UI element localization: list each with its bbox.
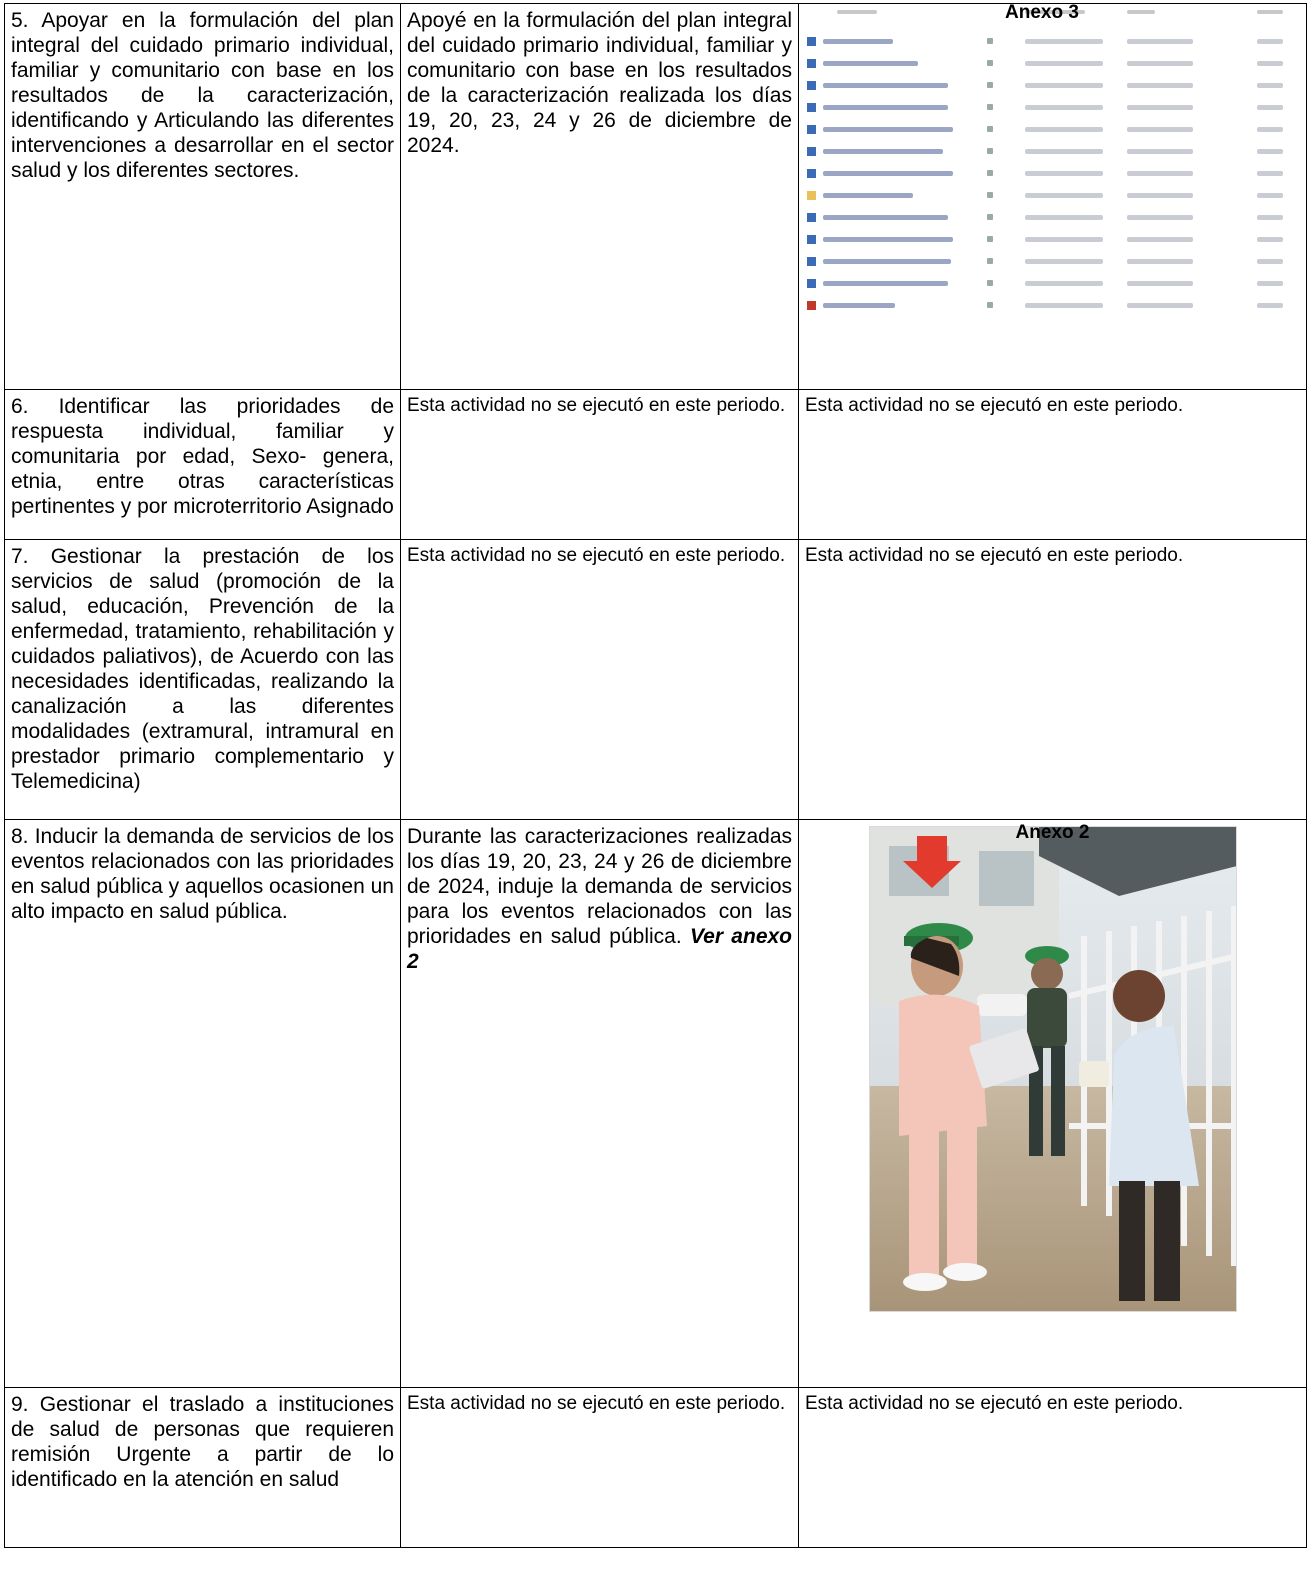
activities-table: [4, 3, 1307, 1548]
file-list-row: [807, 120, 1285, 140]
file-name-placeholder: [823, 171, 953, 176]
pdf-file-icon: [807, 301, 816, 310]
document-icon: [807, 37, 816, 46]
activity-cell: [5, 820, 401, 1388]
file-date-placeholder: [1025, 303, 1103, 308]
file-type-placeholder: [1127, 83, 1193, 88]
sync-status-icon: [987, 82, 993, 88]
file-name-placeholder: [823, 303, 895, 308]
activity-cell: [5, 390, 401, 540]
file-type-placeholder: [1127, 105, 1193, 110]
photo-image: [869, 826, 1237, 1312]
table-row: [5, 4, 1307, 390]
evidence-text: Esta actividad no se ejecutó en este periodo.: [805, 395, 1184, 416]
execution-body: Durante las caracterizaciones realizadas los días 19, 20, 23, 24 y 26 de diciembre de 2024, induje la demanda de servicios para los eventos relacionados con las prioridades en salud pública.: [407, 825, 792, 948]
file-name-placeholder: [823, 105, 948, 110]
file-size-placeholder: [1257, 83, 1283, 88]
evidence-text: Esta actividad no se ejecutó en este periodo.: [805, 1393, 1184, 1414]
file-type-placeholder: [1127, 215, 1193, 220]
sync-status-icon: [987, 126, 993, 132]
execution-cell: [401, 4, 799, 390]
table-row: [5, 820, 1307, 1388]
execution-text: Esta actividad no se ejecutó en este periodo.: [407, 545, 786, 566]
file-type-placeholder: [1127, 127, 1193, 132]
file-type-placeholder: [1127, 61, 1193, 66]
file-size-placeholder: [1257, 127, 1283, 132]
file-list-row: [807, 142, 1285, 162]
execution-cell: [401, 1388, 799, 1548]
evidence-text: Esta actividad no se ejecutó en este periodo.: [805, 545, 1184, 566]
file-date-placeholder: [1025, 259, 1103, 264]
sync-status-icon: [987, 214, 993, 220]
table-row: [5, 540, 1307, 820]
sync-status-icon: [987, 170, 993, 176]
sync-status-icon: [987, 38, 993, 44]
file-name-placeholder: [823, 39, 893, 44]
evidence-cell: [799, 390, 1307, 540]
folder-icon: [807, 191, 816, 200]
file-size-placeholder: [1257, 303, 1283, 308]
file-size-placeholder: [1257, 61, 1283, 66]
file-list-screenshot: [807, 4, 1285, 354]
execution-text: [407, 824, 792, 974]
file-list-row: [807, 274, 1285, 294]
file-list-row: [807, 252, 1285, 272]
file-size-placeholder: [1257, 105, 1283, 110]
file-list-row: [807, 208, 1285, 228]
file-name-placeholder: [823, 259, 951, 264]
file-date-placeholder: [1025, 281, 1103, 286]
file-date-placeholder: [1025, 105, 1103, 110]
document-icon: [807, 103, 816, 112]
file-name-placeholder: [823, 127, 953, 132]
document-icon: [807, 213, 816, 222]
file-size-placeholder: [1257, 281, 1283, 286]
file-type-placeholder: [1127, 259, 1193, 264]
file-list-row: [807, 296, 1285, 316]
file-list-row: [807, 164, 1285, 184]
file-name-placeholder: [823, 193, 913, 198]
file-date-placeholder: [1025, 61, 1103, 66]
activity-text: 7. Gestionar la prestación de los servicios de salud (promoción de la salud, educación, Prevención de la enfermedad, tratamiento, rehabilitación y cuidados paliativos), de Acuerdo con las necesidades identificadas, realizando la canalización a las diferentes modalidades (extramural, intramural en prestador primario complementario y Telemedicina): [11, 545, 394, 793]
file-size-placeholder: [1257, 193, 1283, 198]
file-list-row: [807, 186, 1285, 206]
file-name-placeholder: [823, 61, 918, 66]
file-type-placeholder: [1127, 237, 1193, 242]
execution-cell: [401, 820, 799, 1388]
file-list-row: [807, 98, 1285, 118]
evidence-cell: [799, 820, 1307, 1388]
evidence-cell: [799, 1388, 1307, 1548]
document-icon: [807, 125, 816, 134]
activity-cell: [5, 4, 401, 390]
file-list-row: [807, 54, 1285, 74]
sync-status-icon: [987, 236, 993, 242]
file-type-placeholder: [1127, 39, 1193, 44]
file-date-placeholder: [1025, 39, 1103, 44]
file-size-placeholder: [1257, 149, 1283, 154]
execution-text: Esta actividad no se ejecutó en este periodo.: [407, 1393, 786, 1414]
file-type-placeholder: [1127, 149, 1193, 154]
file-name-placeholder: [823, 149, 943, 154]
activity-text: 9. Gestionar el traslado a instituciones de salud de personas que requieren remisión Urgente a partir de lo identificado en la atención en salud: [11, 1393, 394, 1491]
file-name-placeholder: [823, 281, 948, 286]
activity-text: 5. Apoyar en la formulación del plan integral del cuidado primario individual, familiar y comunitario con base en los resultados de la caracterización, identificando y Articulando las diferentes intervenciones a desarrollar en el sector salud y los diferentes sectores.: [11, 9, 394, 182]
file-date-placeholder: [1025, 149, 1103, 154]
anexo-2-label: Anexo 2: [1015, 822, 1090, 843]
sync-status-icon: [987, 60, 993, 66]
file-date-placeholder: [1025, 193, 1103, 198]
execution-cell: [401, 390, 799, 540]
file-type-placeholder: [1127, 171, 1193, 176]
document-icon: [807, 59, 816, 68]
table-row: [5, 390, 1307, 540]
file-name-placeholder: [823, 215, 948, 220]
sync-status-icon: [987, 258, 993, 264]
activity-cell: [5, 540, 401, 820]
file-type-placeholder: [1127, 193, 1193, 198]
evidence-cell: [799, 540, 1307, 820]
sync-status-icon: [987, 148, 993, 154]
field-photo: [869, 824, 1237, 1310]
file-date-placeholder: [1025, 83, 1103, 88]
file-size-placeholder: [1257, 171, 1283, 176]
file-name-placeholder: [823, 237, 953, 242]
execution-text: Esta actividad no se ejecutó en este periodo.: [407, 395, 786, 416]
file-size-placeholder: [1257, 215, 1283, 220]
file-type-placeholder: [1127, 303, 1193, 308]
file-date-placeholder: [1025, 127, 1103, 132]
execution-cell: [401, 540, 799, 820]
sync-status-icon: [987, 192, 993, 198]
execution-reference: Ver anexo 2: [407, 925, 793, 973]
document-icon: [807, 147, 816, 156]
document-icon: [807, 279, 816, 288]
file-date-placeholder: [1025, 215, 1103, 220]
execution-text: Apoyé en la formulación del plan integral del cuidado primario individual, familiar y comunitario con base en los resultados de la caracterización realizada los días 19, 20, 23, 24 y 26 de diciembre de 2024.: [407, 9, 792, 157]
file-name-placeholder: [823, 83, 948, 88]
file-list-row: [807, 230, 1285, 250]
file-type-placeholder: [1127, 281, 1193, 286]
file-list-row: [807, 76, 1285, 96]
file-size-placeholder: [1257, 259, 1283, 264]
table-row: [5, 1388, 1307, 1548]
file-date-placeholder: [1025, 237, 1103, 242]
sync-status-icon: [987, 104, 993, 110]
file-list-row: [807, 32, 1285, 52]
activity-text: 6. Identificar las prioridades de respuesta individual, familiar y comunitaria por edad, Sexo- genera, etnia, entre otras características pertinentes y por microterritorio Asignado: [11, 395, 394, 518]
file-size-placeholder: [1257, 237, 1283, 242]
anexo-3-label: Anexo 3: [1005, 3, 1079, 23]
document-icon: [807, 257, 816, 266]
sync-status-icon: [987, 302, 993, 308]
document-icon: [807, 169, 816, 178]
sync-status-icon: [987, 280, 993, 286]
evidence-cell: [799, 4, 1307, 390]
document-icon: [807, 235, 816, 244]
document-icon: [807, 81, 816, 90]
activity-text: 8. Inducir la demanda de servicios de los eventos relacionados con las prioridades en salud pública y aquellos ocasionen un alto impacto en salud pública.: [11, 825, 394, 923]
file-size-placeholder: [1257, 39, 1283, 44]
activity-cell: [5, 1388, 401, 1548]
file-date-placeholder: [1025, 171, 1103, 176]
